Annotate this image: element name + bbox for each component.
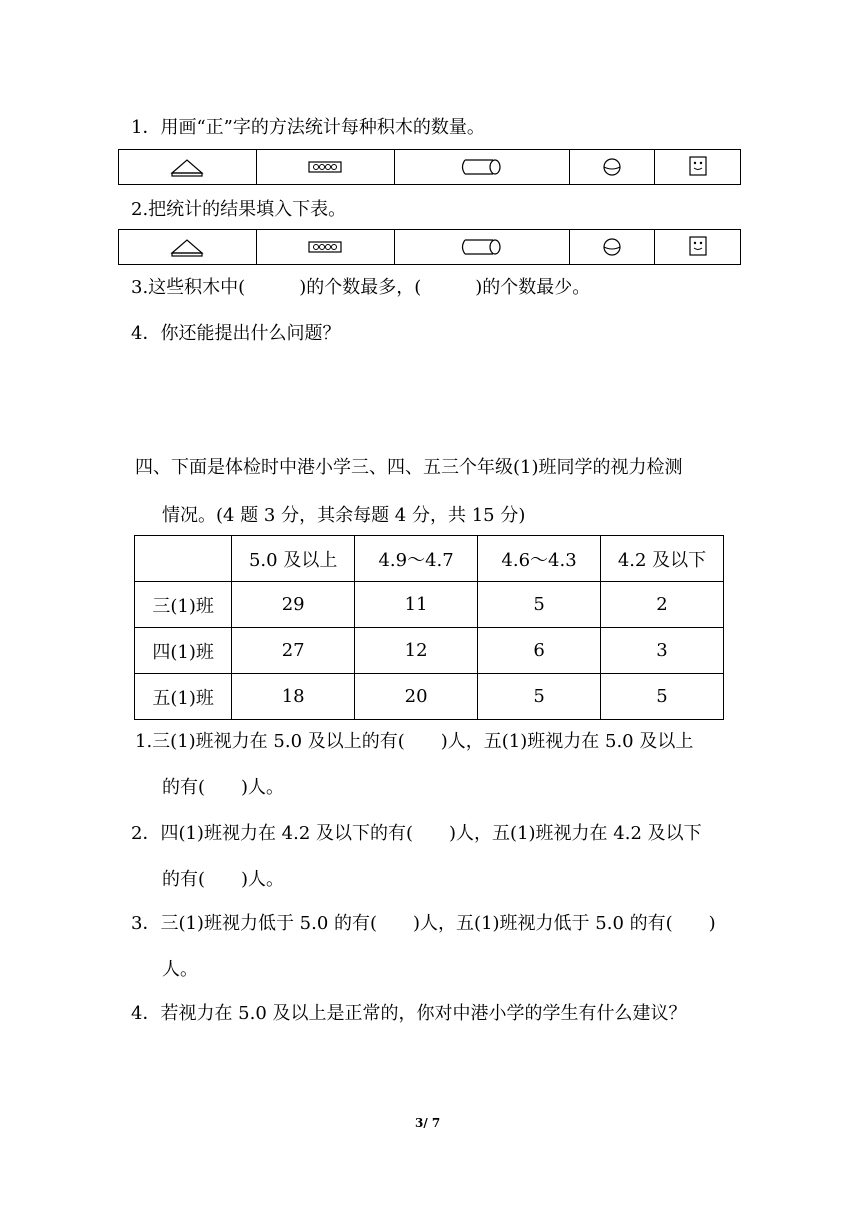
p4-question-4: 4．若视力在 5.0 及以上是正常的，你对中港小学的学生有什么建议？	[131, 1003, 687, 1024]
row-label: 三(1)班	[135, 582, 232, 628]
page-number: 3/ 7	[415, 1116, 441, 1130]
table-cell: 11	[355, 582, 478, 628]
table-row	[135, 582, 724, 628]
table-cell: 12	[355, 628, 478, 674]
cylinder-icon	[459, 237, 505, 257]
header-cell-4-9-4-7: 4.9～4.7	[355, 536, 478, 582]
question-1: 1．用画“正”字的方法统计每种积木的数量。	[131, 117, 485, 138]
p4-question-2-line2: 的有( )人。	[162, 869, 285, 890]
face-block-icon	[687, 235, 709, 259]
vision-header-row	[135, 536, 724, 582]
table-row	[135, 674, 724, 720]
table-cell: 18	[232, 674, 355, 720]
section-4-heading-line1: 四、下面是体检时中港小学三、四、五三个年级(1)班同学的视力检测	[135, 457, 683, 478]
table-cell: 3	[601, 628, 724, 674]
section-4-heading-line2: 情况。(4 题 3 分，其余每题 4 分，共 15 分)	[162, 505, 526, 526]
p4-question-1-line2: 的有( )人。	[162, 777, 285, 798]
vision-table	[134, 535, 724, 720]
table-cell: 5	[601, 674, 724, 720]
bar-block-icon	[307, 159, 343, 175]
table-row	[135, 628, 724, 674]
tally-cell-cylinder	[394, 150, 569, 185]
result-table	[118, 229, 741, 265]
result-cell-triangle	[119, 230, 257, 265]
result-cell-bar	[256, 230, 394, 265]
table-cell: 6	[478, 628, 601, 674]
p4-question-2-line1: 2．四(1)班视力在 4.2 及以下的有( )人，五(1)班视力在 4.2 及以下	[131, 823, 702, 844]
table-cell: 5	[478, 674, 601, 720]
question-3: 3.这些积木中( )的个数最多，( )的个数最少。	[131, 277, 591, 298]
question-4: 4．你还能提出什么问题？	[131, 323, 341, 344]
tally-cell-sphere	[569, 150, 655, 185]
table-cell: 27	[232, 628, 355, 674]
triangle-prism-icon	[169, 157, 205, 177]
result-cell-cylinder	[394, 230, 569, 265]
table-cell: 2	[601, 582, 724, 628]
row-label: 五(1)班	[135, 674, 232, 720]
sphere-icon	[601, 236, 623, 258]
tally-cell-face	[655, 150, 741, 185]
tally-table	[118, 149, 741, 185]
p4-question-3-line1: 3．三(1)班视力低于 5.0 的有( )人，五(1)班视力低于 5.0 的有( )	[131, 913, 716, 934]
row-label: 四(1)班	[135, 628, 232, 674]
table-cell: 5	[478, 582, 601, 628]
table-cell: 20	[355, 674, 478, 720]
header-cell-4-2-below: 4.2 及以下	[601, 536, 724, 582]
tally-cell-bar	[256, 150, 394, 185]
header-cell-4-6-4-3: 4.6～4.3	[478, 536, 601, 582]
header-cell-empty	[135, 536, 232, 582]
p4-question-3-line2: 人。	[162, 959, 198, 980]
bar-block-icon	[307, 239, 343, 255]
result-cell-sphere	[569, 230, 655, 265]
sphere-icon	[601, 156, 623, 178]
header-cell-5-0-above: 5.0 及以上	[232, 536, 355, 582]
face-block-icon	[687, 155, 709, 179]
tally-cell-triangle	[119, 150, 257, 185]
question-2: 2.把统计的结果填入下表。	[131, 199, 347, 220]
cylinder-icon	[459, 157, 505, 177]
p4-question-1-line1: 1.三(1)班视力在 5.0 及以上的有( )人，五(1)班视力在 5.0 及以上	[135, 731, 694, 752]
table-cell: 29	[232, 582, 355, 628]
result-cell-face	[655, 230, 741, 265]
triangle-prism-icon	[169, 237, 205, 257]
